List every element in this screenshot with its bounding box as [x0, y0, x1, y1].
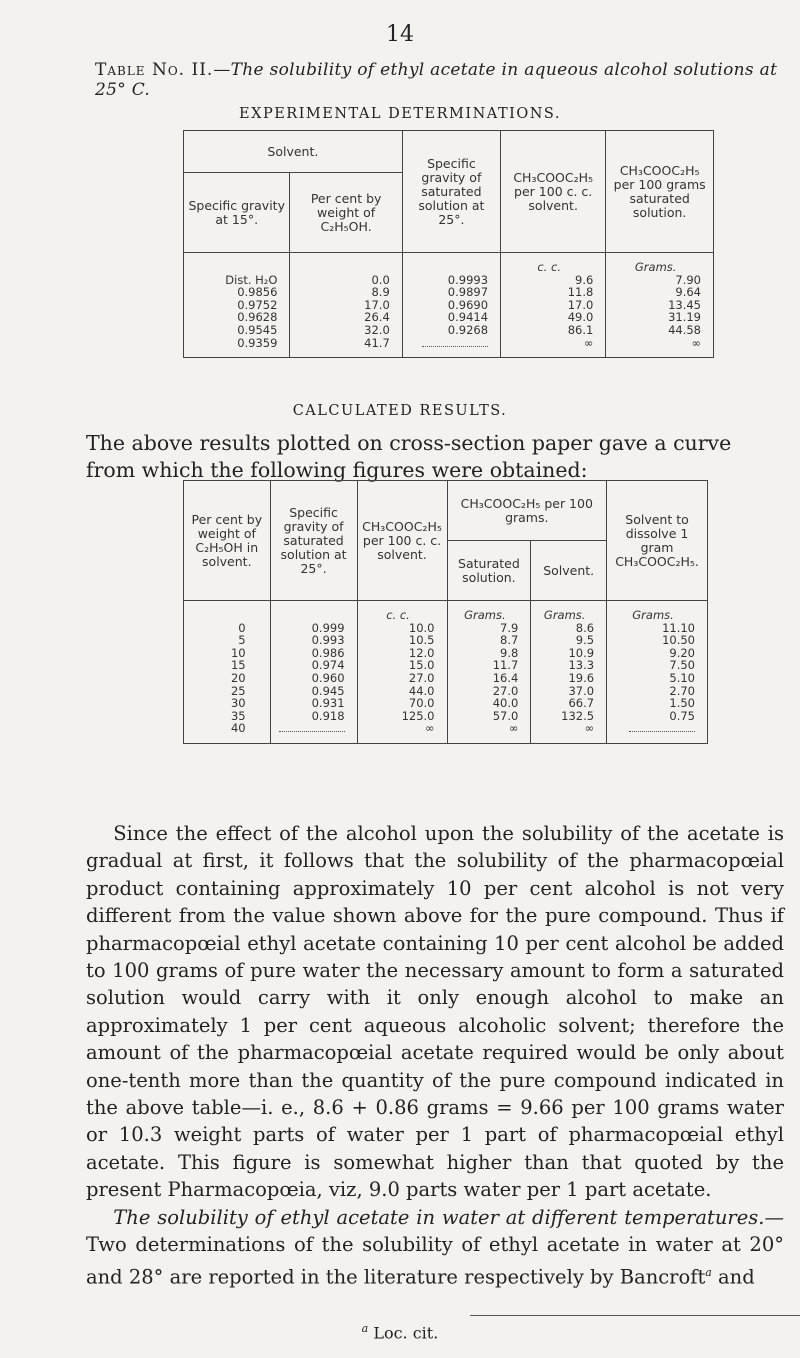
cell: 5.10	[669, 670, 695, 685]
cell: 0.9628	[237, 310, 278, 325]
footnote	[0, 1322, 800, 1342]
paragraph-heading-italic: The solubility of ethyl acetate in water at different temperatures.	[113, 1205, 765, 1229]
footnote-reference: a	[705, 1265, 712, 1279]
cell: ∞	[583, 335, 594, 350]
header-sg-saturated: Specific gravity of saturated solution at 25°.	[270, 481, 357, 601]
cell: 8.7	[500, 633, 519, 648]
cell: ∞	[508, 721, 519, 736]
cell: 37.0	[568, 683, 595, 698]
cell: 26.4	[364, 310, 390, 325]
cell: 7.90	[675, 272, 701, 287]
footnote-marker: a	[361, 1322, 369, 1335]
paragraph-text: —Two determinations of the solubility of ethyl acetate in water at 20° and 28° are reported in the literature respectively by Bancroft	[86, 1205, 784, 1288]
column-pct-alcohol	[290, 253, 402, 358]
paragraph-end: and	[711, 1265, 755, 1288]
table-body	[184, 253, 714, 358]
cell: 0.9690	[447, 297, 489, 312]
caption-title: The solubility of ethyl acetate in aqueous alcohol solutions at 25° C.	[95, 60, 778, 100]
column-acetate-per-cc	[357, 601, 447, 744]
cell: 0.974	[311, 658, 345, 673]
lead-paragraph: The above results plotted on cross-section paper gave a curve from which the following figures were obtained:	[86, 431, 732, 482]
cell: 0.0	[371, 272, 390, 287]
cell: 17.0	[364, 297, 390, 312]
table-caption	[95, 60, 800, 100]
cell: 125.0	[401, 708, 435, 723]
cell: 49.0	[567, 310, 594, 325]
cell: 7.9	[500, 620, 519, 635]
cell: 41.7	[364, 335, 390, 350]
cell: 31.19	[668, 310, 701, 325]
cell: 0.9359	[237, 335, 278, 350]
header-solvent-group: Solvent.	[184, 131, 403, 173]
cell: 0.9993	[447, 272, 489, 287]
footnote-text: Loc. cit.	[373, 1323, 439, 1343]
cell: 7.50	[669, 658, 695, 673]
dotted-leader	[629, 731, 695, 732]
cell: 9.5	[575, 633, 595, 648]
caption-label: Table No. II.	[95, 60, 214, 80]
cell: 9.8	[500, 645, 519, 660]
cell: 27.0	[492, 683, 519, 698]
cell: ∞	[424, 721, 435, 736]
unit-grams: Grams.	[543, 608, 586, 622]
cell: 30	[230, 696, 246, 711]
header-saturated-solution: Saturated solution.	[447, 541, 531, 601]
cell: 66.7	[568, 696, 595, 711]
footnote-rule	[470, 1315, 800, 1316]
header-pct-alcohol: Per cent by weight of C₂H₅OH.	[290, 173, 402, 253]
page-number: 14	[386, 22, 414, 47]
body-text	[86, 820, 784, 1290]
cell: 10.50	[662, 633, 695, 648]
cell: 5	[238, 633, 246, 648]
unit-cc: c. c.	[386, 608, 410, 622]
cell: Dist. H₂O	[225, 272, 278, 287]
header-acetate-per-cc: CH₃COOC₂H₅ per 100 c. c. solvent.	[357, 481, 447, 601]
header-sg-15: Specific gravity at 15°.	[184, 173, 290, 253]
cell: 8.9	[371, 285, 390, 300]
cell: 16.4	[492, 670, 519, 685]
column-solvent	[531, 601, 607, 744]
cell: 8.6	[575, 620, 595, 635]
table-body	[184, 601, 708, 744]
cell: 0.9414	[447, 310, 489, 325]
cell: 44.0	[408, 683, 435, 698]
header-sg-saturated: Specific gravity of saturated solution at 25°.	[402, 131, 500, 253]
calculated-table	[183, 480, 708, 744]
cell: 44.58	[668, 322, 701, 337]
dotted-leader	[422, 346, 488, 347]
cell: 15.0	[408, 658, 435, 673]
column-acetate-per-cc	[501, 253, 606, 358]
cell: 0.9752	[237, 297, 278, 312]
column-acetate-per-grams	[606, 253, 714, 358]
header-pct-alcohol: Per cent by weight of C₂H₅OH in solvent.	[184, 481, 271, 601]
cell: 20	[230, 670, 246, 685]
cell: 40	[230, 721, 246, 736]
section-heading-calculated: CALCULATED RESULTS.	[292, 403, 508, 419]
cell: 0.960	[311, 670, 345, 685]
cell: 32.0	[364, 322, 390, 337]
cell: 0.993	[311, 633, 345, 648]
cell: 10	[230, 645, 246, 660]
header-solvent-to-dissolve: Solvent to dissolve 1 gram CH₃COOC₂H₅.	[607, 481, 708, 601]
cell: 11.10	[662, 620, 695, 635]
cell: 70.0	[408, 696, 435, 711]
cell: 0.9897	[447, 285, 489, 300]
cell: 10.0	[408, 620, 435, 635]
cell: 9.64	[675, 285, 701, 300]
header-acetate-per-cc: CH₃COOC₂H₅ per 100 c. c. solvent.	[501, 131, 606, 253]
cell: 1.50	[669, 696, 695, 711]
cell: 57.0	[492, 708, 519, 723]
unit-grams: Grams.	[464, 608, 506, 622]
cell: 0.999	[311, 620, 345, 635]
cell: 0	[238, 620, 246, 635]
cell: 12.0	[408, 645, 435, 660]
unit-cc: c. c.	[537, 260, 561, 274]
header-acetate-per-grams: CH₃COOC₂H₅ per 100 grams saturated solution.	[606, 131, 714, 253]
cell: 10.5	[408, 633, 435, 648]
cell: 0.9545	[237, 322, 278, 337]
cell: 11.8	[567, 285, 594, 300]
caption-dash: —	[213, 60, 231, 80]
column-saturated-solution	[447, 601, 531, 744]
cell: 0.945	[311, 683, 345, 698]
column-sg-saturated	[402, 253, 500, 358]
cell: 0.986	[311, 645, 345, 660]
cell: 35	[230, 708, 246, 723]
cell: 0.9856	[237, 285, 278, 300]
column-sg-15	[184, 253, 290, 358]
cell: ∞	[584, 721, 595, 736]
cell: ∞	[691, 335, 701, 350]
cell: 27.0	[408, 670, 435, 685]
cell: 132.5	[561, 708, 595, 723]
cell: 2.70	[669, 683, 695, 698]
cell: 40.0	[492, 696, 519, 711]
cell: 17.0	[567, 297, 594, 312]
cell: 0.918	[311, 708, 345, 723]
section-heading-experimental: EXPERIMENTAL DETERMINATIONS.	[239, 106, 561, 122]
column-solvent-to-dissolve	[607, 601, 708, 744]
cell: 13.45	[668, 297, 701, 312]
unit-grams: Grams.	[632, 608, 674, 622]
cell: 86.1	[567, 322, 594, 337]
paragraph-main: Since the effect of the alcohol upon the solubility of the acetate is gradual at first, it follows that the solubility of the pharmacopœial product containing approximately 10 per cent alcohol is not very different from the value shown above for the pure compound. Thus if pharmacopœial ethyl acetate containing 10 per cent alcohol be added to 100 grams of pure water the necessary amount to form a saturated solution would carry with it only enough alcohol to make an approximately 1 per cent aqueous alcoholic solvent; therefore the amount of the pharmacopœial acetate required would be only about one-tenth more than the quantity of the pure compound indicated in the above table—i. e., 8.6 + 0.86 grams = 9.66 per 100 grams water or 10.3 weight parts of water per 1 part of pharmacopœial ethyl acetate. This figure is somewhat higher than that quoted by the present Pharmacopœia, viz, 9.0 parts water per 1 part acetate.	[86, 822, 784, 1202]
paragraph-temperatures	[86, 1204, 784, 1291]
dotted-leader	[279, 731, 345, 732]
cell: 10.9	[568, 645, 595, 660]
cell: 19.6	[568, 670, 595, 685]
cell: 0.931	[311, 696, 345, 711]
cell: 11.7	[492, 658, 519, 673]
cell: 15	[230, 658, 246, 673]
column-sg-saturated	[270, 601, 357, 744]
unit-grams: Grams.	[634, 260, 677, 274]
experimental-table	[183, 130, 714, 358]
cell: 0.75	[669, 708, 695, 723]
cell: 25	[230, 683, 246, 698]
header-acetate-per-grams-group: CH₃COOC₂H₅ per 100 grams.	[447, 481, 607, 541]
cell: 13.3	[568, 658, 595, 673]
header-solvent: Solvent.	[531, 541, 607, 601]
column-pct-alcohol	[184, 601, 271, 744]
cell: 0.9268	[447, 322, 489, 337]
cell: 9.6	[575, 272, 594, 287]
cell: 9.20	[669, 645, 695, 660]
